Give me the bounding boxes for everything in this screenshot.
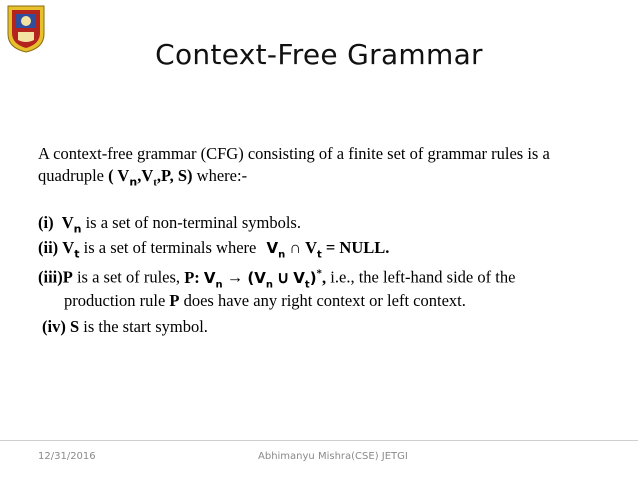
item-3-line2-pre: production rule — [64, 291, 166, 310]
intro-text-1: A context-free grammar (CFG) consisting of a finite set of grammar rules is a — [38, 144, 550, 163]
intro-line-1 — [38, 143, 550, 165]
item-3-line2-post: does have any right context or left context. — [183, 291, 466, 310]
item-2-formula: $V_n$ ∩ $V_t$ = NULL. — [266, 238, 390, 261]
item-4-text: is the start symbol. — [83, 317, 208, 336]
item-1-symbol: $V_n$ — [61, 213, 82, 236]
item-3-arrow: → — [226, 267, 244, 287]
intro-quadruple: quadruple — [38, 166, 104, 185]
item-4-label: (iv) S — [42, 317, 80, 336]
footer-date: 12/31/2016 — [38, 451, 96, 462]
item-3-union: ($V_n$ ∪ $V_t)^*$, — [247, 267, 327, 290]
footer-author: Abhimanyu Mishra(CSE) JETGI — [258, 451, 408, 462]
item-3-label: (iii)P — [38, 267, 73, 287]
item-3-continued — [64, 290, 466, 312]
item-1-label: (i) — [38, 213, 54, 232]
item-2-symbol: $V_t$ — [62, 238, 80, 261]
item-3-rule: P: $V_n$ — [184, 267, 223, 290]
item-3-text-1: is a set of rules, — [76, 267, 181, 287]
item-4 — [42, 316, 208, 338]
tuple: ( $V_n,V_t,P$, S) — [108, 166, 193, 189]
intro-where: where:- — [196, 166, 248, 185]
item-3-text-2: i.e., the left-hand side of the — [330, 267, 516, 287]
footer-divider — [0, 440, 638, 441]
item-2-text: is a set of terminals where — [83, 238, 257, 257]
item-1-text: is a set of non-terminal symbols. — [85, 213, 301, 232]
intro-line-2 — [38, 165, 247, 193]
item-3-line2-P: P — [169, 291, 180, 310]
item-2-label: (ii) — [38, 238, 59, 257]
slide-title: Context-Free Grammar — [155, 38, 483, 71]
